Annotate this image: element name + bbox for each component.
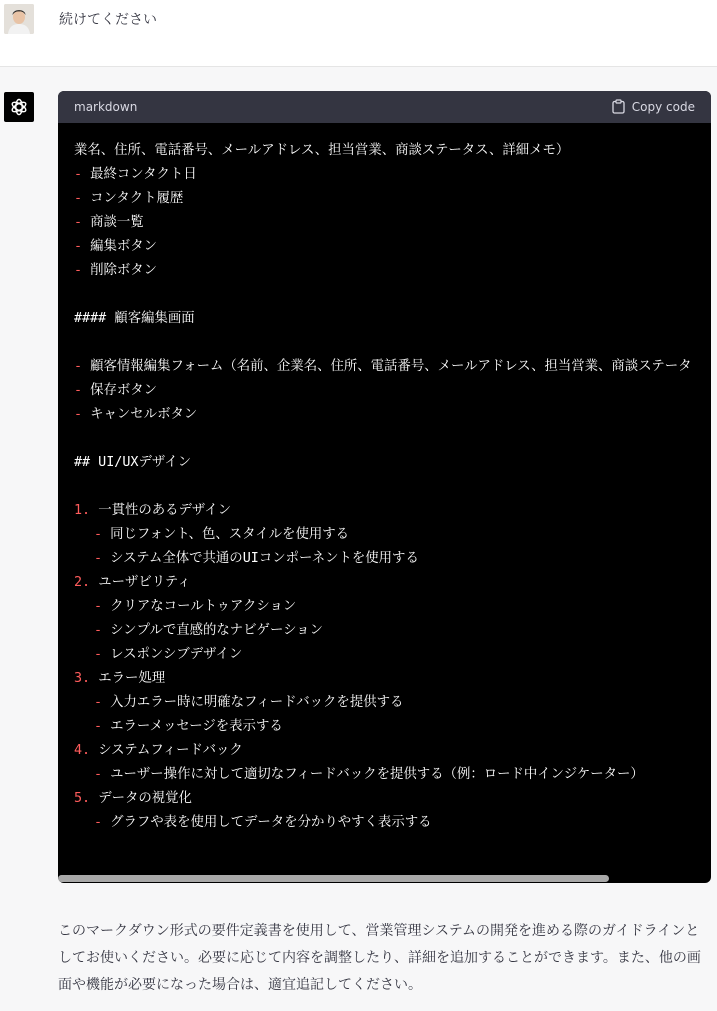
horizontal-scrollbar[interactable] <box>58 875 609 882</box>
list-marker: - <box>74 215 91 230</box>
code-line: 5. データの視覚化 <box>74 791 192 806</box>
code-line: 業名、住所、電話番号、メールアドレス、担当営業、商談ステータス、詳細メモ） <box>74 143 570 158</box>
user-message-row <box>0 0 717 67</box>
list-marker: 3. <box>74 671 99 686</box>
code-line: 3. エラー処理 <box>74 671 166 686</box>
code-line: - 編集ボタン <box>74 239 158 254</box>
code-line: ## UI/UXデザイン <box>74 455 192 470</box>
list-marker: - <box>74 407 91 422</box>
list-marker: - <box>94 767 111 782</box>
list-marker: - <box>74 191 91 206</box>
code-line: - 保存ボタン <box>74 383 158 398</box>
copy-code-label: Copy code <box>631 99 695 114</box>
code-line: - 入力エラー時に明確なフィードバックを提供する <box>94 695 404 710</box>
blank-line <box>74 283 692 307</box>
code-line: - グラフや表を使用してデータを分かりやすく表示する <box>94 815 432 830</box>
code-line: - シンプルで直感的なナビゲーション <box>94 623 323 638</box>
code-line: - クリアなコールトゥアクション <box>94 599 297 614</box>
code-block <box>58 91 711 883</box>
code-line: - 商談一覧 <box>74 215 144 230</box>
list-marker: - <box>94 719 111 734</box>
code-line: - コンタクト履歴 <box>74 191 184 206</box>
list-marker: - <box>94 599 111 614</box>
list-marker: - <box>94 551 111 566</box>
code-line: - ユーザー操作に対して適切なフィードバックを提供する（例：ロード中インジケーター） <box>94 767 644 782</box>
code-line: - システム全体で共通のUIコンポーネントを使用する <box>94 551 419 566</box>
list-marker: - <box>94 647 111 662</box>
list-marker: 4. <box>74 743 99 758</box>
list-marker: - <box>94 623 111 638</box>
list-marker: - <box>74 239 91 254</box>
blank-line <box>74 475 692 499</box>
blank-line <box>74 331 692 355</box>
list-marker: - <box>94 815 111 830</box>
code-line: 4. システムフィードバック <box>74 743 243 758</box>
code-language-label: markdown <box>74 100 138 114</box>
list-marker: - <box>74 263 91 278</box>
list-marker: - <box>74 383 91 398</box>
code-content <box>74 139 692 835</box>
code-line: #### 顧客編集画面 <box>74 311 195 326</box>
list-marker: - <box>74 167 91 182</box>
list-marker: - <box>74 359 91 374</box>
list-marker: 1. <box>74 503 99 518</box>
code-line: 1. 一貫性のあるデザイン <box>74 503 232 518</box>
blank-line <box>74 427 692 451</box>
user-avatar <box>4 4 34 34</box>
assistant-message-row <box>0 67 717 1011</box>
assistant-message-text: このマークダウン形式の要件定義書を使用して、営業管理システムの開発を進める際のガイドラインとしてお使いください。必要に応じて内容を調整したり、詳細を追加することができます。また、他の画面や機能が必要になった場合は、適宜追記してください。 <box>58 923 701 993</box>
code-line: - 最終コンタクト日 <box>74 167 197 182</box>
user-message-text: 続けてください <box>59 12 157 28</box>
clipboard-icon <box>612 99 625 114</box>
user-avatar-photo <box>4 4 34 34</box>
code-line: - 同じフォント、色、スタイルを使用する <box>94 527 350 542</box>
code-block-header <box>58 91 711 123</box>
openai-logo-glyph <box>9 97 29 117</box>
code-line: - 削除ボタン <box>74 263 158 278</box>
code-line: - レスポンシブデザイン <box>94 647 243 662</box>
code-line: - エラーメッセージを表示する <box>94 719 283 734</box>
list-marker: - <box>94 527 111 542</box>
code-line: - 顧客情報編集フォーム（名前、企業名、住所、電話番号、メールアドレス、担当営業、商談ステータ <box>74 359 692 374</box>
code-line: 2. ユーザビリティ <box>74 575 191 590</box>
list-marker: 5. <box>74 791 99 806</box>
copy-code-button[interactable] <box>612 99 695 114</box>
list-marker: 2. <box>74 575 99 590</box>
openai-logo-icon <box>4 92 34 122</box>
list-marker: - <box>94 695 111 710</box>
code-line: - キャンセルボタン <box>74 407 198 422</box>
